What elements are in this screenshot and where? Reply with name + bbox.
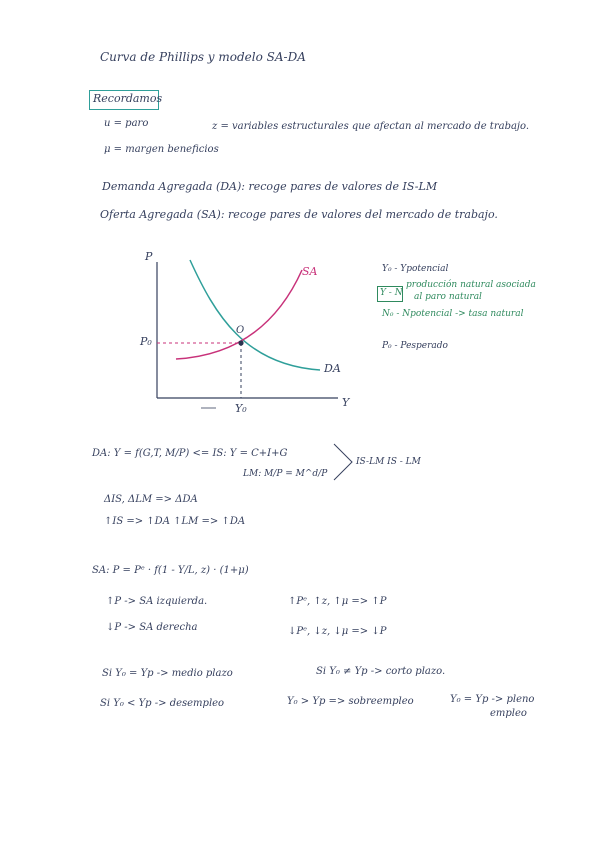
note-p0: P₀ - Pesperado bbox=[382, 341, 448, 351]
y-n-label: Y - N bbox=[380, 288, 403, 298]
def-da: Demanda Agregada (DA): recoge pares de valores de IS-LM bbox=[102, 180, 438, 193]
note-natural-2: al paro natural bbox=[414, 292, 482, 302]
def-mu: μ = margen beneficios bbox=[104, 144, 219, 155]
note-y0: Y₀ - Ypotencial bbox=[382, 264, 449, 274]
da-formula: DA: Y = f(G,T, M/P) <= IS: Y = C+I+G bbox=[92, 448, 288, 459]
da-curve bbox=[190, 260, 320, 370]
p-axis-label: P bbox=[145, 250, 153, 263]
cond-unemployment: Si Y₀ < Yp -> desempleo bbox=[100, 698, 225, 709]
note-n0: N₀ - Npotencial -> tasa natural bbox=[382, 309, 524, 319]
equilibrium-point bbox=[238, 340, 243, 345]
recordamos-label: Recordamos bbox=[93, 92, 163, 105]
da-label: DA bbox=[324, 362, 341, 375]
sa-right: ↓P -> SA derecha bbox=[106, 622, 198, 633]
sa-right-causes: ↓Pᵉ, ↓z, ↓μ => ↓P bbox=[288, 626, 387, 637]
p0-label: P₀ bbox=[140, 335, 152, 348]
delta-da: ΔIS, ΔLM => ΔDA bbox=[104, 494, 198, 505]
sa-curve bbox=[176, 270, 302, 359]
def-sa: Oferta Agregada (SA): recoge pares de valores del mercado de trabajo. bbox=[100, 208, 498, 221]
cond-overemployment: Y₀ > Yp => sobreempleo bbox=[287, 696, 414, 707]
sa-label: SA bbox=[302, 265, 318, 278]
cond-full: Y₀ = Yp -> pleno bbox=[450, 694, 535, 705]
sa-formula: SA: P = Pᵉ · f(1 - Y/L, z) · (1+μ) bbox=[92, 565, 249, 576]
is-lm-note: IS-LM IS - LM bbox=[356, 457, 421, 467]
cond-short: Si Y₀ ≠ Yp -> corto plazo. bbox=[316, 666, 446, 677]
cond-full-2: empleo bbox=[490, 708, 527, 719]
sa-left: ↑P -> SA izquierda. bbox=[106, 596, 208, 607]
is-lm-shift: ↑IS => ↑DA ↑LM => ↑DA bbox=[104, 516, 246, 527]
lm-formula: LM: M/P = M^d/P bbox=[243, 469, 328, 479]
cond-medium: Si Y₀ = Yp -> medio plazo bbox=[102, 668, 233, 679]
y-axis-label: Y bbox=[342, 396, 350, 409]
sa-left-causes: ↑Pᵉ, ↑z, ↑μ => ↑P bbox=[288, 596, 387, 607]
def-u: u = paro bbox=[104, 118, 149, 129]
y0-label: Y₀ bbox=[235, 402, 247, 415]
page-title: Curva de Phillips y modelo SA-DA bbox=[100, 50, 306, 64]
def-z: z = variables estructurales que afectan al mercado de trabajo. bbox=[212, 121, 530, 132]
note-natural-1: producción natural asociada bbox=[406, 280, 536, 290]
origin-label: O bbox=[236, 325, 245, 336]
